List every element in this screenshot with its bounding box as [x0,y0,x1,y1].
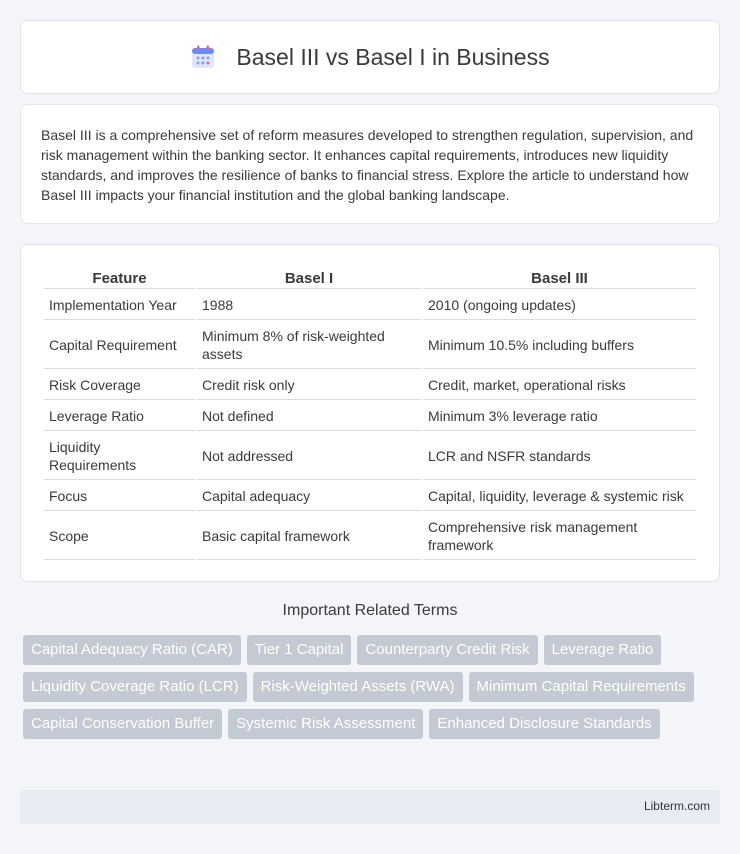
tag-systemic-risk-assessment[interactable]: Systemic Risk Assessment [228,709,423,739]
footer [20,790,720,824]
tag-liquidity-coverage-ratio[interactable]: Liquidity Coverage Ratio (LCR) [23,672,247,702]
table-row [44,433,696,480]
table-cell: 2010 (ongoing updates) [423,291,696,320]
table-row [44,371,696,400]
table-cell: Minimum 10.5% including buffers [423,322,696,369]
table-cell: Not defined [197,402,421,431]
related-terms-title: Important Related Terms [282,602,458,619]
tag-counterparty-credit-risk[interactable]: Counterparty Credit Risk [357,635,537,665]
table-row [44,482,696,511]
table-cell: Comprehensive risk management framework [423,513,696,560]
calendar-icon [190,44,216,70]
table-cell: Credit, market, operational risks [423,371,696,400]
table-row [44,513,696,560]
tag-capital-adequacy-ratio[interactable]: Capital Adequacy Ratio (CAR) [23,635,241,665]
table-cell: Credit risk only [197,371,421,400]
table-cell: 1988 [197,291,421,320]
table-cell: Minimum 3% leverage ratio [423,402,696,431]
table-cell: Minimum 8% of risk-weighted assets [197,322,421,369]
table-cell: Leverage Ratio [44,402,195,431]
table-cell: Scope [44,513,195,560]
page-title: Basel III vs Basel I in Business [236,43,550,70]
tag-minimum-capital-requirements[interactable]: Minimum Capital Requirements [469,672,694,702]
table-row [44,322,696,369]
table-cell: Basic capital framework [197,513,421,560]
table-row [44,291,696,320]
comparison-table-card [20,244,720,582]
comparison-table [42,265,698,562]
tag-risk-weighted-assets[interactable]: Risk-Weighted Assets (RWA) [253,672,463,702]
header-basel-iii: Basel III [423,267,696,289]
tag-leverage-ratio[interactable]: Leverage Ratio [544,635,662,665]
header-feature: Feature [44,267,195,289]
intro-card [20,104,720,224]
table-cell: Liquidity Requirements [44,433,195,480]
related-terms-list [23,635,723,739]
table-cell: Capital Requirement [44,322,195,369]
table-cell: Not addressed [197,433,421,480]
table-cell: Capital, liquidity, leverage & systemic risk [423,482,696,511]
table-cell: Focus [44,482,195,511]
tag-enhanced-disclosure-standards[interactable]: Enhanced Disclosure Standards [429,709,659,739]
tag-capital-conservation-buffer[interactable]: Capital Conservation Buffer [23,709,222,739]
table-row [44,402,696,431]
table-cell: Risk Coverage [44,371,195,400]
table-cell: Implementation Year [44,291,195,320]
header-basel-i: Basel I [197,267,421,289]
intro-text: Basel III is a comprehensive set of reform measures developed to strengthen regulation, supervision, and risk management within the banking sector. It enhances capital requirements, introduces new liquidity standards, and improves the resilience of banks to financial stress. Explore the article to understand how Basel III impacts your financial institution and the global banking landscape. [41,127,694,203]
footer-site-link[interactable]: Libterm.com [643,799,710,813]
table-header-row [44,267,696,289]
tag-tier-1-capital[interactable]: Tier 1 Capital [247,635,352,665]
table-cell: Capital adequacy [197,482,421,511]
header-card [20,20,720,94]
table-cell: LCR and NSFR standards [423,433,696,480]
